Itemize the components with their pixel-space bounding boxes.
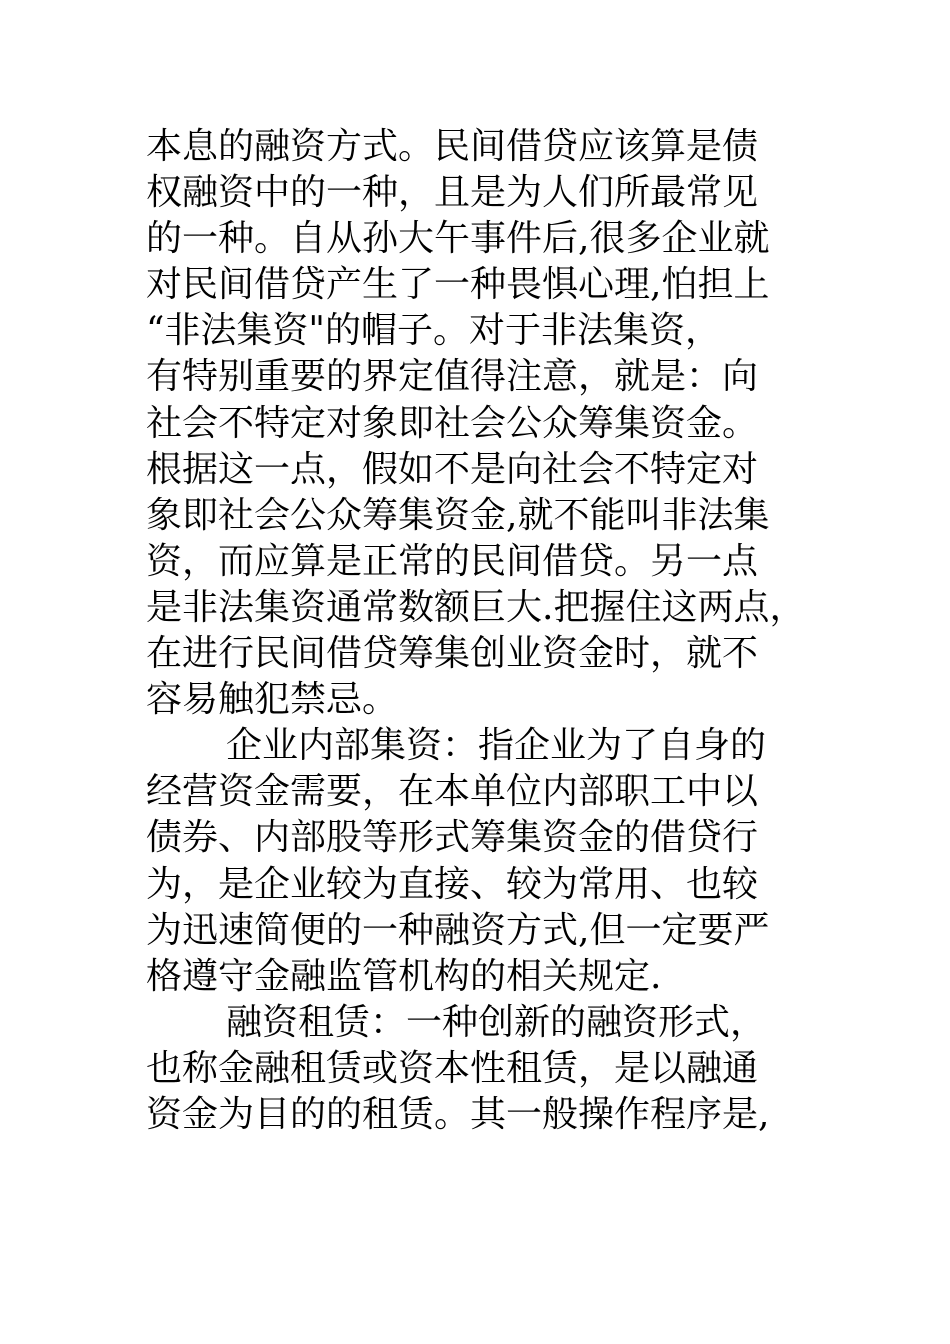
text-line: 格遵守金融监管机构的相关规定. — [146, 955, 662, 997]
text-line: 本息的融资方式。民间借贷应该算是债 — [146, 126, 759, 167]
text-line: 资，而应算是正常的民间借贷。另一点 — [146, 540, 759, 582]
text-line: 权融资中的一种，且是为人们所最常见 — [146, 172, 759, 214]
document-body — [146, 124, 836, 1138]
text-line: 对民间借贷产生了一种畏惧心理,怕担上 — [146, 264, 770, 306]
text-line: 根据这一点，假如不是向社会不特定对 — [146, 448, 759, 490]
text-line-indented: 企业内部集资：指企业为了自身的 — [226, 725, 767, 767]
text-line: 象即社会公众筹集资金,就不能叫非法集 — [146, 494, 770, 536]
text-line: 容易触犯禁忌。 — [146, 679, 399, 721]
paragraph-private-lending — [146, 124, 836, 723]
text-line: “非法集资"的帽子。对于非法集资， — [146, 310, 721, 352]
text-line: 也称金融租赁或资本性租赁，是以融通 — [146, 1047, 759, 1089]
text-line: 是非法集资通常数额巨大.把握住这两点， — [146, 586, 806, 628]
text-line: 为迅速简便的一种融资方式,但一定要严 — [146, 909, 770, 951]
text-line: 社会不特定对象即社会公众筹集资金。 — [146, 402, 759, 444]
text-line: 为，是企业较为直接、较为常用、也较 — [146, 863, 759, 905]
paragraph-internal-fundraising — [146, 723, 836, 1000]
text-line: 资金为目的的租赁。其一般操作程序是, — [146, 1093, 770, 1135]
text-line-indented: 融资租赁：一种创新的融资形式， — [226, 1001, 767, 1043]
text-line: 的一种。自从孙大午事件后,很多企业就 — [146, 218, 770, 260]
paragraph-financial-leasing — [146, 1000, 836, 1138]
text-line: 在进行民间借贷筹集创业资金时，就不 — [146, 633, 759, 675]
text-line: 有特别重要的界定值得注意，就是：向 — [146, 356, 759, 398]
text-line: 经营资金需要，在本单位内部职工中以 — [146, 771, 759, 813]
text-line: 债券、内部股等形式筹集资金的借贷行 — [146, 817, 759, 859]
